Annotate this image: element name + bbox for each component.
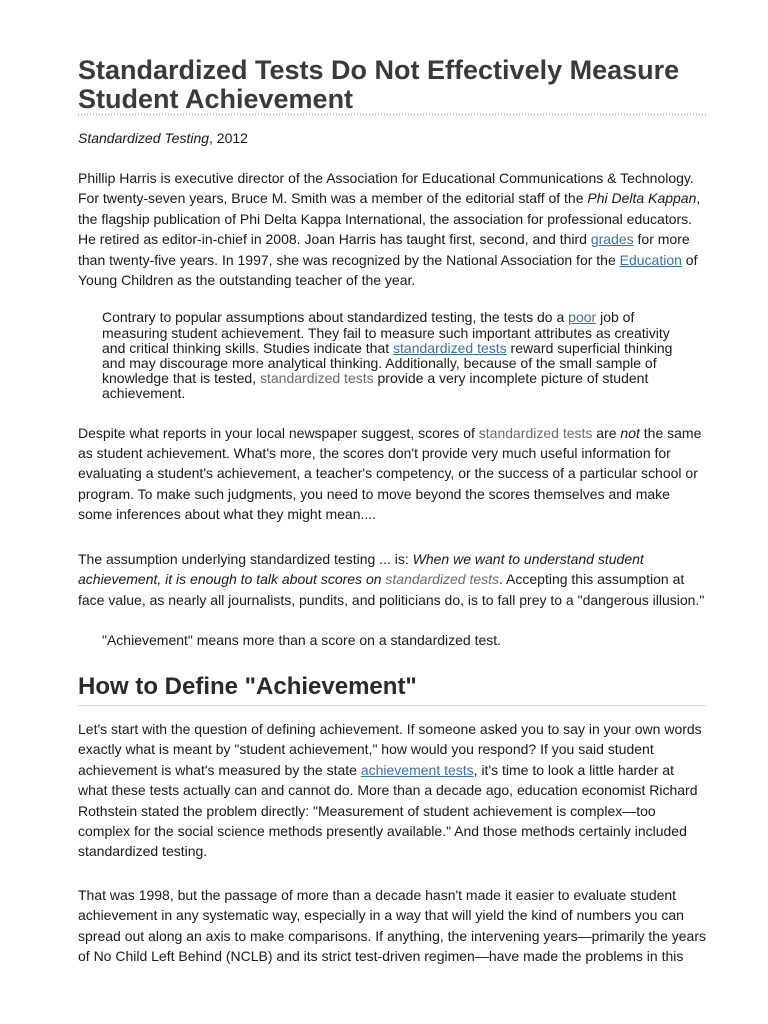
standardized-tests-term: standardized tests [478, 424, 593, 441]
paragraph-text: , it's time to look a little harder at what these tests actually can and cannot do. More than a decade ago, education economist Richard Rothstein stated the problem directly: "Measurement of student achievement is complex—too complex for the social science methods presently available." And those methods certainly included standardized testing. [78, 761, 698, 860]
bio-text: , the flagship publication of Phi Delta Kappa International, the association for professional educators. He retired as editor-in-chief in 2008. Joan Harris has taught first, second, and third [78, 190, 701, 248]
poor-link[interactable]: poor [568, 309, 597, 326]
grades-link[interactable]: grades [590, 231, 634, 248]
education-link[interactable]: Education [619, 251, 682, 268]
paragraph-text: the same as student achievement. What's more, the scores don't provide very much useful information for evaluating a student's achievement, a teacher's competency, or the success of a particular school or program. To make such judgments, you need to move beyond the scores themselves and make some inferences about what they might mean.... [78, 424, 702, 523]
emphasis: not [620, 424, 640, 441]
quote-text: Contrary to popular assumptions about standardized testing, the tests do a [102, 309, 569, 326]
summary-quote [102, 310, 682, 401]
author-bio [78, 168, 706, 290]
achievement-tests-link[interactable]: achievement tests [360, 761, 474, 778]
document-page [78, 56, 706, 966]
standardized-tests-term: standardized tests [260, 370, 374, 387]
paragraph-text: Let's start with the question of defining achievement. If someone asked you to say in your own words exactly what is meant by "student achievement," how would you respond? If you said student achievement is what's measured by the state [78, 720, 702, 778]
bio-text: for more than twenty-five years. In 1997, she was recognized by the National Association for the [78, 231, 690, 268]
standardized-tests-link[interactable]: standardized tests [393, 339, 507, 356]
emphasis-text: When we want to understand student achievement, it is enough to talk about scores on [78, 550, 644, 588]
section-heading: How to Define "Achievement" [78, 673, 706, 706]
paragraph [78, 423, 706, 525]
pull-quote: "Achievement" means more than a score on a standardized test. [102, 631, 502, 648]
bio-text: of Young Children as the outstanding teacher of the year. [78, 251, 698, 289]
bio-text: Phillip Harris is executive director of the Association for Educational Communications & Technology. For twenty-seven years, Bruce M. Smith was a member of the editorial staff of the [78, 170, 694, 207]
standardized-tests-term: standardized tests [385, 571, 500, 588]
quote-text: provide a very incomplete picture of student achievement. [102, 370, 649, 402]
paragraph-text: The assumption underlying standardized testing ... is: [78, 550, 413, 567]
paragraph-text: Despite what reports in your local newspaper suggest, scores of [78, 424, 479, 441]
journal-name: Phi Delta Kappan [587, 190, 697, 207]
paragraph-text: . Accepting this assumption at face value, as nearly all journalists, pundits, and politicians do, is to fall prey to a "dangerous illusion." [78, 571, 705, 608]
source-line [78, 128, 706, 148]
paragraph-text: are [592, 424, 621, 441]
paragraph [78, 549, 706, 610]
paragraph: That was 1998, but the passage of more than a decade hasn't made it easier to evaluate student achievement in any systematic way, especially in a way that will yield the kind of numbers you can spread out along an axis to make comparisons. If anything, the intervening years—primarily the years of No Child Left Behind (NCLB) and its strict test-driven regimen—have made the problems in this [78, 886, 706, 964]
quote-text: job of measuring student achievement. They fail to measure such important attributes as creativity and critical thinking skills. Studies indicate that [102, 309, 670, 356]
publication-name: Standardized Testing [78, 130, 210, 146]
quote-text: reward superficial thinking and may discourage more analytical thinking. Additionally, because of the small sample of knowledge that is tested, [102, 339, 673, 387]
article-title: Standardized Tests Do Not Effectively Measure Student Achievement [78, 56, 706, 116]
publication-year: , 2012 [209, 130, 248, 146]
paragraph [78, 719, 706, 862]
